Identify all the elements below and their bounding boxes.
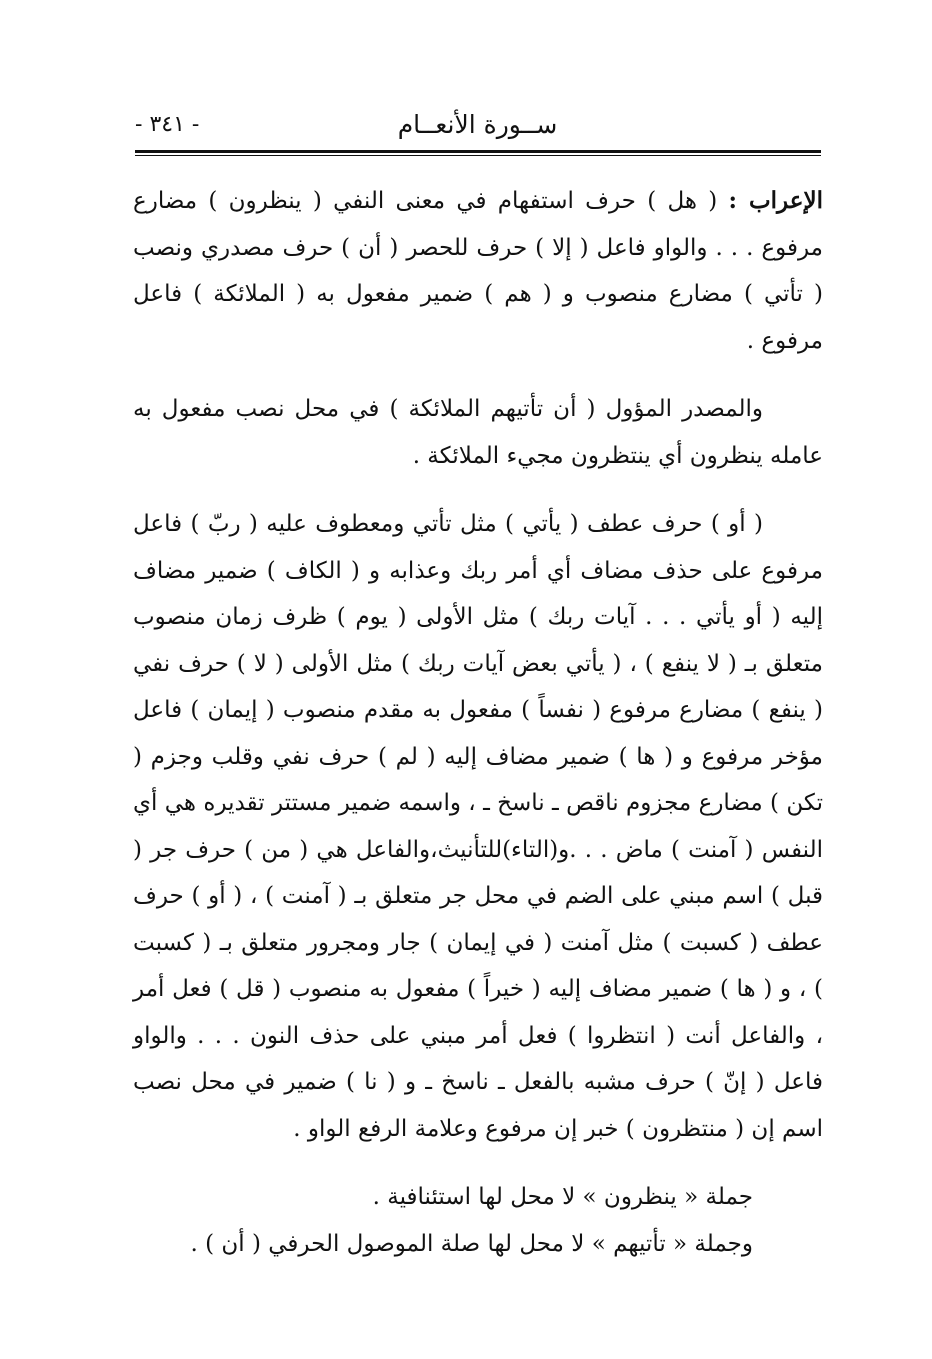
page-number: - ٣٤١ -	[135, 112, 200, 137]
irab-heading: الإعراب :	[728, 187, 823, 214]
paragraph-grammar-analysis: ( أو ) حرف عطف ( يأتي ) مثل تأتي ومعطوف عليه ( ربّ ) فاعل مرفوع على حذف مضاف أي أمر ربك وعذابه و ( الكاف ) ضمير مضاف إليه ( أو يأتي . . . آيات ربك ) مثل الأولى ( يوم ) ظرف زمان منصوب متعلق بـ ( لا ينفع ) ، ( يأتي بعض آيات ربك ) مثل الأولى ( لا ) حرف نفي ( ينفع ) مضارع مرفوع ( نفساً ) مفعول به مقدم منصوب ( إيمان ) فاعل مؤخر مرفوع و ( ها ) ضمير مضاف إليه ( لم ) حرف نفي وقلب وجزم ( تكن ) مضارع مجزوم ناقص ـ ناسخ ـ ، واسمه ضمير مستتر تقديره هي أي النفس ( آمنت ) ماض . . .و(التاء)للتأنيث،والفاعل هي ( من ) حرف جر ( قبل ) اسم مبني على الضم في محل جر متعلق بـ ( آمنت ) ، ( أو ) حرف عطف ( كسبت ) مثل آمنت ( في إيمان ) جار ومجرور متعلق بـ ( كسبت ) ، و ( ها ) ضمير مضاف إليه ( خيراً ) مفعول به منصوب ( قل ) فعل أمر ، والفاعل أنت ( انتظروا ) فعل أمر مبني على حذف النون . . . والواو فاعل ( إنّ ) حرف مشبه بالفعل ـ ناسخ ـ و ( نا ) ضمير في محل نصب اسم إن ( منتظرون ) خبر إن مرفوع وعلامة الرفع الواو .	[133, 511, 823, 1142]
paragraph-irab	[133, 178, 823, 364]
header-rule-thin	[135, 155, 821, 156]
sentence-note-2: وجملة « تأتيهم » لا محل لها صلة الموصول الحرفي ( أن ) .	[190, 1230, 753, 1257]
sentence-note-1: جملة « ينظرون » لا محل لها استئنافية .	[372, 1184, 753, 1210]
header-rule-thick	[135, 150, 821, 153]
surah-title: ســورة الأنعــام	[397, 110, 558, 139]
irab-text: ( هل ) حرف استفهام في معنى النفي ( ينظرون ) مضارع مرفوع . . . والواو فاعل ( إلا ) حرف للحصر ( أن ) حرف مصدري ونصب ( تأتي ) مضارع منصوب و ( هم ) ضمير مفعول به ( الملائكة ) فاعل مرفوع .	[133, 188, 823, 354]
paragraph-masdar: والمصدر المؤول ( أن تأتيهم الملائكة ) في محل نصب مفعول به عامله ينظرون أي ينتظرون مجيء الملائكة .	[133, 396, 823, 469]
page-header	[135, 108, 820, 152]
page-body	[133, 178, 823, 1267]
